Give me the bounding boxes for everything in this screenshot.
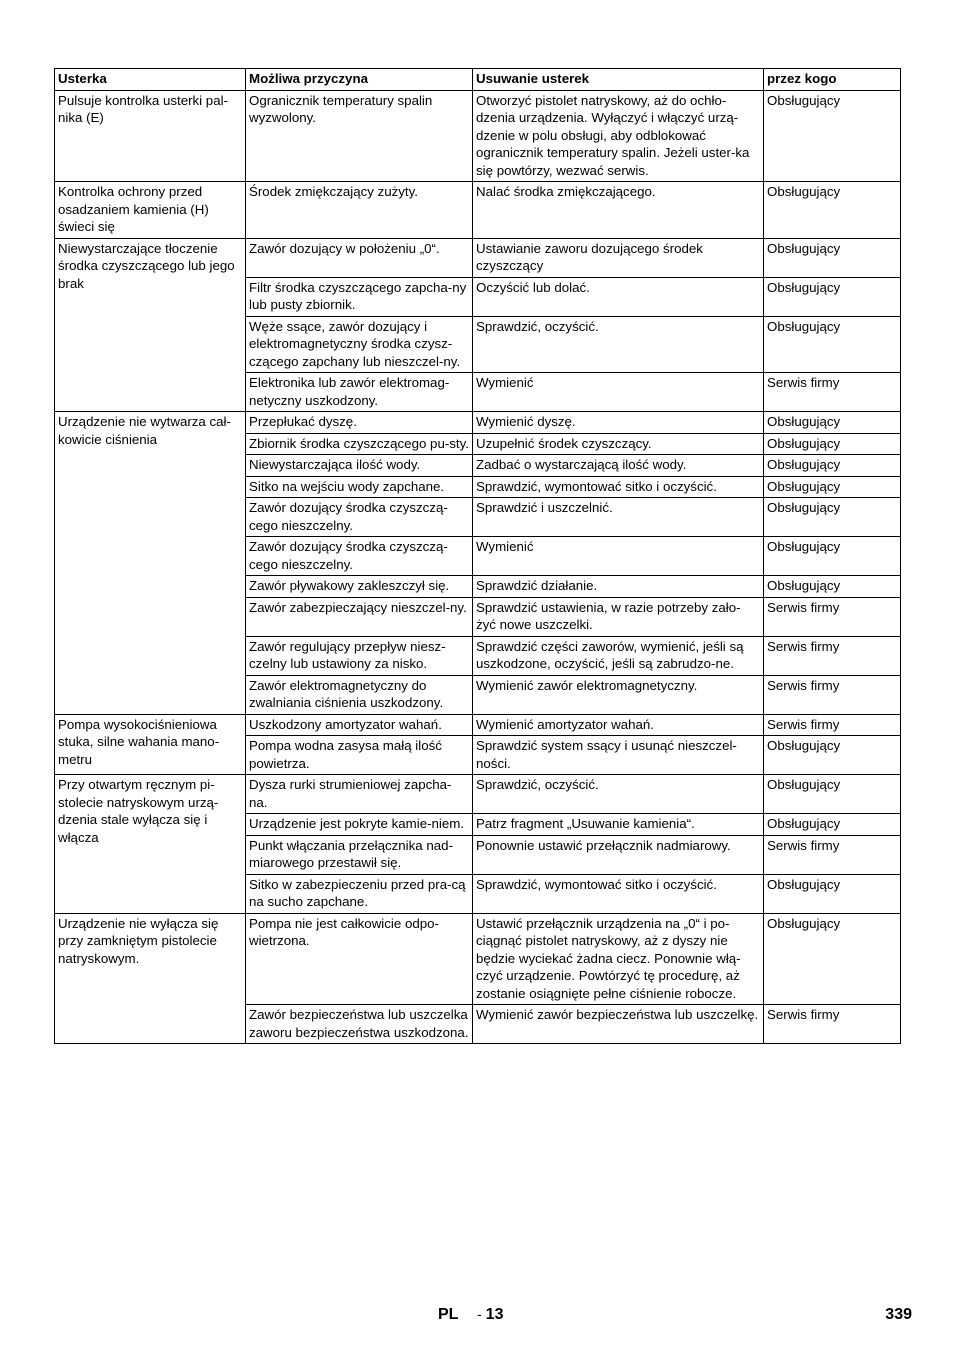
fault-cell: Niewystarczające tłoczenie środka czyszczącego lub jego brak (55, 238, 246, 412)
by-whom-cell: Obsługujący (764, 498, 901, 537)
cause-cell: Zawór dozujący w położeniu „0“. (246, 238, 473, 277)
by-whom-cell: Obsługujący (764, 775, 901, 814)
by-whom-cell: Obsługujący (764, 874, 901, 913)
troubleshooting-table (54, 68, 901, 1044)
cause-cell: Uszkodzony amortyzator wahań. (246, 714, 473, 736)
by-whom-cell: Serwis firmy (764, 597, 901, 636)
cause-cell: Zawór dozujący środka czyszczą-cego nieszczelny. (246, 537, 473, 576)
by-whom-cell: Obsługujący (764, 412, 901, 434)
remedy-cell: Zadbać o wystarczającą ilość wody. (473, 455, 764, 477)
table-header-row (55, 69, 901, 91)
by-whom-cell: Obsługujący (764, 316, 901, 373)
by-whom-cell: Serwis firmy (764, 675, 901, 714)
by-whom-cell: Obsługujący (764, 537, 901, 576)
remedy-cell: Ustawić przełącznik urządzenia na „0“ i po-ciągnąć pistolet natryskowy, aż z dyszy nie będzie wyciekać żadna ciecz. Ponownie włą-czyć urządzenie. Powtórzyć tę procedurę, aż zostanie osiągnięte pełne ciśnienie robocze. (473, 913, 764, 1005)
fault-cell: Kontrolka ochrony przed osadzaniem kamienia (H) świeci się (55, 182, 246, 239)
cause-cell: Zawór elektromagnetyczny do zwalniania ciśnienia uszkodzony. (246, 675, 473, 714)
by-whom-cell: Obsługujący (764, 238, 901, 277)
remedy-cell: Sprawdzić działanie. (473, 576, 764, 598)
by-whom-cell: Serwis firmy (764, 714, 901, 736)
remedy-cell: Sprawdzić, wymontować sitko i oczyścić. (473, 476, 764, 498)
remedy-cell: Sprawdzić, oczyścić. (473, 316, 764, 373)
table-row (55, 714, 901, 736)
remedy-cell: Otworzyć pistolet natryskowy, aż do ochło-dzenia urządzenia. Wyłączyć i włączyć urzą-dzenie w polu obsługi, aby odblokować ogranicznik temperatury spalin. Jeżeli uster-ka się powtórzy, wezwać serwis. (473, 90, 764, 182)
table-row (55, 238, 901, 277)
remedy-cell: Sprawdzić części zaworów, wymienić, jeśli są uszkodzone, oczyścić, jeśli są zabrudzo-ne. (473, 636, 764, 675)
by-whom-cell: Serwis firmy (764, 835, 901, 874)
remedy-cell: Sprawdzić ustawienia, w razie potrzeby zało-żyć nowe uszczelki. (473, 597, 764, 636)
remedy-cell: Sprawdzić system ssący i usunąć nieszczel-ności. (473, 736, 764, 775)
remedy-cell: Wymienić zawór bezpieczeństwa lub uszczelkę. (473, 1005, 764, 1044)
cause-cell: Ogranicznik temperatury spalin wyzwolony. (246, 90, 473, 182)
remedy-cell: Nalać środka zmiękczającego. (473, 182, 764, 239)
header-remedy: Usuwanie usterek (473, 69, 764, 91)
cause-cell: Sitko na wejściu wody zapchane. (246, 476, 473, 498)
table-body (55, 90, 901, 1044)
remedy-cell: Sprawdzić, oczyścić. (473, 775, 764, 814)
cause-cell: Środek zmiękczający zużyty. (246, 182, 473, 239)
remedy-cell: Ustawianie zaworu dozującego środek czyszczący (473, 238, 764, 277)
by-whom-cell: Obsługujący (764, 277, 901, 316)
by-whom-cell: Serwis firmy (764, 1005, 901, 1044)
footer-page-number: 339 (885, 1306, 912, 1323)
remedy-cell: Sprawdzić i uszczelnić. (473, 498, 764, 537)
header-fault: Usterka (55, 69, 246, 91)
by-whom-cell: Obsługujący (764, 913, 901, 1005)
remedy-cell: Ponownie ustawić przełącznik nadmiarowy. (473, 835, 764, 874)
cause-cell: Pompa wodna zasysa małą ilość powietrza. (246, 736, 473, 775)
by-whom-cell: Obsługujący (764, 476, 901, 498)
header-by-whom: przez kogo (764, 69, 901, 91)
cause-cell: Przepłukać dyszę. (246, 412, 473, 434)
footer-language: PL (438, 1306, 459, 1323)
cause-cell: Sitko w zabezpieczeniu przed pra-cą na sucho zapchane. (246, 874, 473, 913)
cause-cell: Zawór dozujący środka czyszczą-cego nieszczelny. (246, 498, 473, 537)
cause-cell: Elektronika lub zawór elektromag-netyczny uszkodzony. (246, 373, 473, 412)
cause-cell: Zawór regulujący przepływ niesz-czelny lub ustawiony za nisko. (246, 636, 473, 675)
remedy-cell: Sprawdzić, wymontować sitko i oczyścić. (473, 874, 764, 913)
cause-cell: Zawór zabezpieczający nieszczel-ny. (246, 597, 473, 636)
by-whom-cell: Obsługujący (764, 736, 901, 775)
by-whom-cell: Obsługujący (764, 182, 901, 239)
footer-dash: - (477, 1306, 482, 1322)
table-row (55, 412, 901, 434)
cause-cell: Urządzenie jest pokryte kamie-niem. (246, 814, 473, 836)
fault-cell: Przy otwartym ręcznym pi-stolecie natryskowym urzą-dzenia stale wyłącza się i włącza (55, 775, 246, 914)
footer-section-page (477, 1306, 503, 1324)
cause-cell: Dysza rurki strumieniowej zapcha-na. (246, 775, 473, 814)
footer-section-page-number: 13 (485, 1306, 504, 1323)
header-cause: Możliwa przyczyna (246, 69, 473, 91)
table-row (55, 182, 901, 239)
by-whom-cell: Serwis firmy (764, 373, 901, 412)
cause-cell: Pompa nie jest całkowicie odpo-wietrzona. (246, 913, 473, 1005)
table-row (55, 90, 901, 182)
cause-cell: Zawór pływakowy zakleszczył się. (246, 576, 473, 598)
cause-cell: Punkt włączania przełącznika nad-miarowego przestawił się. (246, 835, 473, 874)
cause-cell: Niewystarczająca ilość wody. (246, 455, 473, 477)
cause-cell: Zbiornik środka czyszczącego pu-sty. (246, 433, 473, 455)
remedy-cell: Wymienić dyszę. (473, 412, 764, 434)
remedy-cell: Wymienić zawór elektromagnetyczny. (473, 675, 764, 714)
fault-cell: Urządzenie nie wyłącza się przy zamkniętym pistolecie natryskowym. (55, 913, 246, 1044)
remedy-cell: Wymienić amortyzator wahań. (473, 714, 764, 736)
table-row (55, 913, 901, 1005)
by-whom-cell: Obsługujący (764, 433, 901, 455)
by-whom-cell: Obsługujący (764, 455, 901, 477)
remedy-cell: Uzupełnić środek czyszczący. (473, 433, 764, 455)
table-row (55, 775, 901, 814)
by-whom-cell: Obsługujący (764, 90, 901, 182)
remedy-cell: Oczyścić lub dolać. (473, 277, 764, 316)
by-whom-cell: Obsługujący (764, 814, 901, 836)
fault-cell: Pulsuje kontrolka usterki pal-nika (E) (55, 90, 246, 182)
fault-cell: Urządzenie nie wytwarza cał-kowicie ciśnienia (55, 412, 246, 715)
cause-cell: Zawór bezpieczeństwa lub uszczelka zaworu bezpieczeństwa uszkodzona. (246, 1005, 473, 1044)
fault-cell: Pompa wysokociśnieniowa stuka, silne wahania mano-metru (55, 714, 246, 775)
cause-cell: Węże ssące, zawór dozujący i elektromagnetyczny środka czysz-czącego zapchany lub nieszczel-ny. (246, 316, 473, 373)
remedy-cell: Wymienić (473, 373, 764, 412)
remedy-cell: Wymienić (473, 537, 764, 576)
remedy-cell: Patrz fragment „Usuwanie kamienia“. (473, 814, 764, 836)
by-whom-cell: Serwis firmy (764, 636, 901, 675)
cause-cell: Filtr środka czyszczącego zapcha-ny lub pusty zbiornik. (246, 277, 473, 316)
by-whom-cell: Obsługujący (764, 576, 901, 598)
